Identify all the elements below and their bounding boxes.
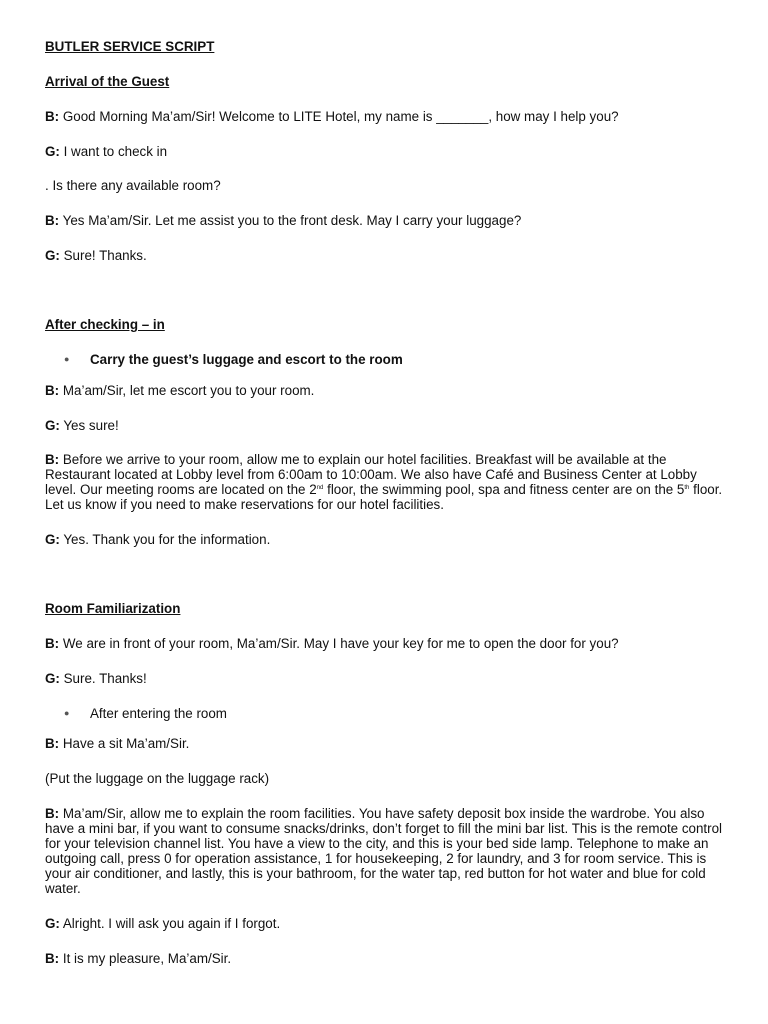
dialogue-text: It is my pleasure, Ma’am/Sir.	[62, 951, 232, 966]
dialogue-text: We are in front of your room, Ma’am/Sir. May I have your key for me to open the door for you?	[62, 636, 619, 651]
speaker-label: G:	[45, 144, 60, 159]
dialogue-line	[45, 916, 724, 931]
dialogue-text: Alright. I will ask you again if I forgot.	[62, 916, 281, 931]
dialogue-line	[45, 532, 724, 547]
dialogue-text: Good Morning Ma’am/Sir! Welcome to LITE Hotel, my name is _______, how may I help you?	[62, 109, 619, 124]
section-heading-after-checkin: After checking – in	[45, 317, 165, 332]
speaker-label: G:	[45, 671, 60, 686]
speaker-label: G:	[45, 248, 60, 263]
dialogue-line	[45, 213, 724, 228]
dialogue-text: Ma’am/Sir, let me escort you to your room.	[62, 383, 315, 398]
speaker-label: B:	[45, 951, 60, 966]
bullet-item	[64, 706, 724, 721]
dialogue-line	[45, 636, 724, 651]
speaker-label: B:	[45, 736, 60, 751]
dialogue-line	[45, 951, 724, 966]
dialogue-line	[45, 418, 724, 433]
speaker-label: B:	[45, 383, 60, 398]
speaker-label: G:	[45, 418, 60, 433]
bullet-icon: ●	[64, 354, 70, 364]
dialogue-line	[45, 671, 724, 686]
dialogue-line	[45, 144, 724, 159]
dialogue-line	[45, 248, 724, 263]
dialogue-text: I want to check in	[63, 144, 168, 159]
dialogue-text: Sure. Thanks!	[63, 671, 147, 686]
dialogue-text: Yes. Thank you for the information.	[63, 532, 271, 547]
stage-direction: (Put the luggage on the luggage rack)	[45, 771, 270, 786]
speaker-label: G:	[45, 916, 60, 931]
speaker-label: B:	[45, 109, 60, 124]
dialogue-text: Ma’am/Sir, allow me to explain the room facilities. You have safety deposit box inside the wardrobe. You also have a mini bar, if you want to consume snacks/drinks, don’t forget to fill the mini bar list. This is the remote control for your television channel list. You have a view to the city, and this is your bed side lamp. Telephone to make an outgoing call, press 0 for operation assistance, 1 for housekeeping, 2 for laundry, and 3 for room service. This is your air conditioner, and lastly, this is your bathroom, for the water tap, red button for hot water and blue for cold water.	[45, 806, 723, 896]
ordinal-suffix: nd	[316, 485, 324, 491]
bullet-icon: ●	[64, 708, 70, 718]
bullet-text: After entering the room	[90, 706, 227, 721]
dialogue-text: Before we arrive to your room, allow me to explain our hotel facilities. Breakfast will be available at the Restaurant located at Lobby level from 6:00am to 10:00am. We also have Café and Business Center at Lobby level. Our meeting rooms are located on the 2	[45, 452, 697, 497]
section-heading-room: Room Familiarization	[45, 601, 181, 616]
dialogue-text: floor. Let us know if you need to make reservations for our hotel facilities.	[45, 482, 723, 512]
dialogue-text: . Is there any available room?	[45, 178, 221, 193]
speaker-label: B:	[45, 806, 60, 821]
speaker-label: B:	[45, 213, 60, 228]
ordinal-suffix: th	[684, 485, 690, 491]
dialogue-text: floor, the swimming pool, spa and fitness center are on the 5	[323, 482, 685, 497]
dialogue-paragraph	[45, 806, 724, 896]
dialogue-paragraph	[45, 452, 724, 512]
document-title: BUTLER SERVICE SCRIPT	[45, 39, 215, 54]
dialogue-line	[45, 178, 724, 193]
bullet-item	[64, 352, 724, 367]
dialogue-text: Yes sure!	[63, 418, 119, 433]
bullet-text: Carry the guest’s luggage and escort to the room	[90, 352, 403, 367]
dialogue-line	[45, 736, 724, 751]
speaker-label: B:	[45, 636, 60, 651]
dialogue-line	[45, 109, 724, 124]
speaker-label: G:	[45, 532, 60, 547]
dialogue-text: Yes Ma’am/Sir. Let me assist you to the front desk. May I carry your luggage?	[62, 213, 522, 228]
dialogue-text: Sure! Thanks.	[63, 248, 147, 263]
dialogue-line	[45, 383, 724, 398]
speaker-label: B:	[45, 452, 60, 467]
section-heading-arrival: Arrival of the Guest	[45, 74, 170, 89]
dialogue-text: Have a sit Ma’am/Sir.	[62, 736, 190, 751]
